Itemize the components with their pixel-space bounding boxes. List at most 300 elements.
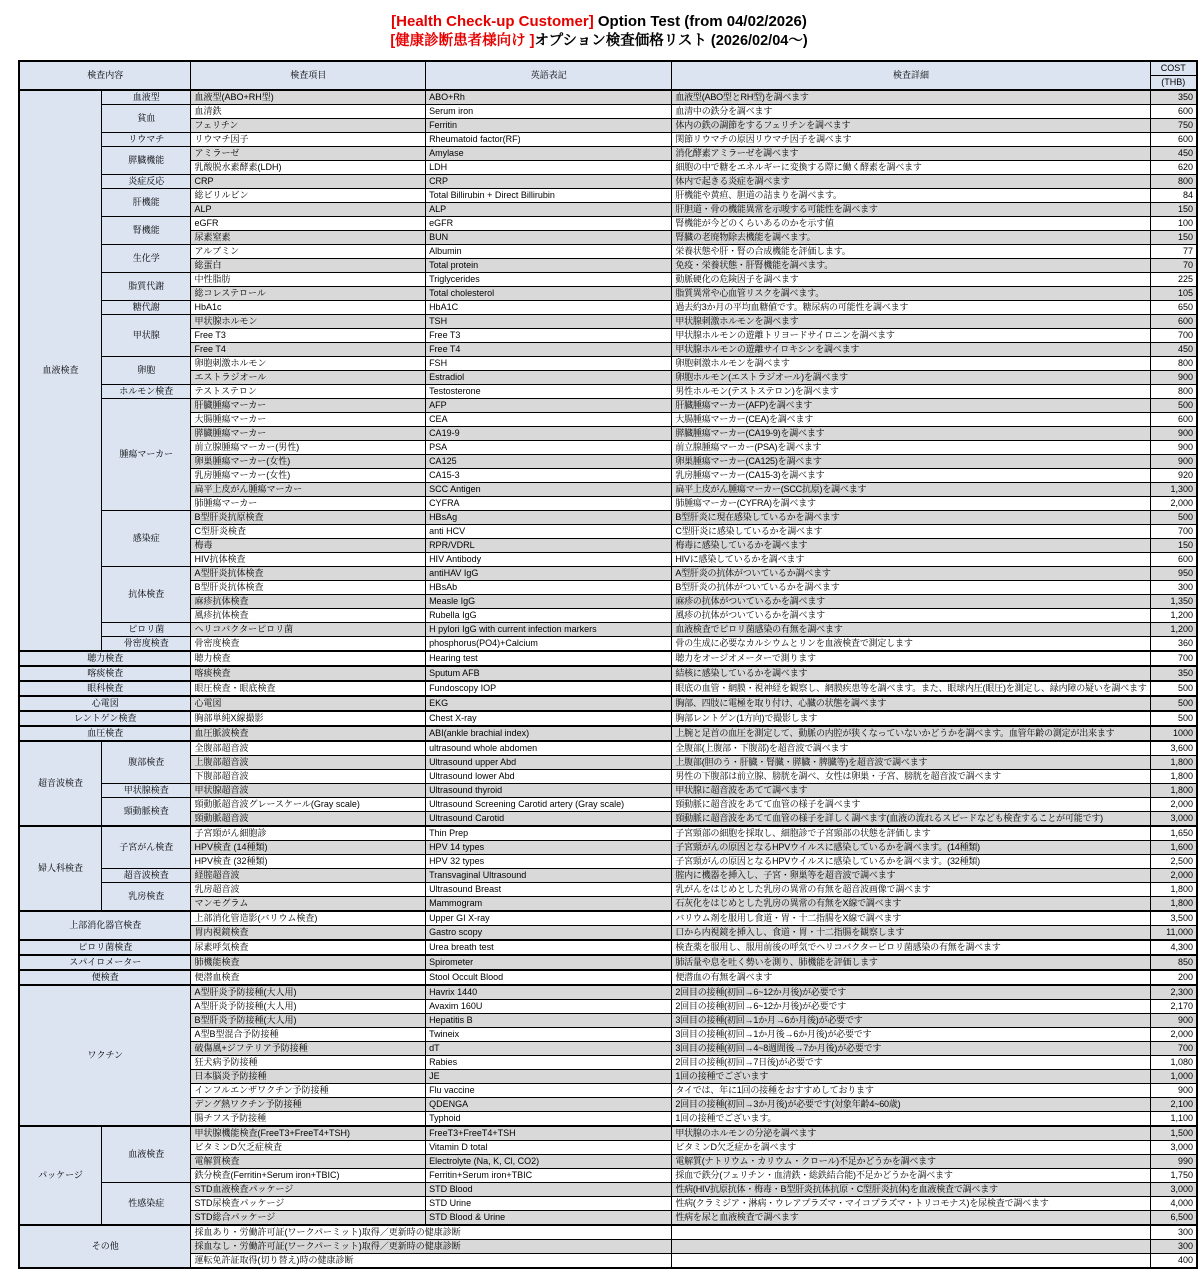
- header-content: 検査内容: [19, 61, 191, 90]
- cost-cell: 300: [1150, 580, 1197, 594]
- table-row: [19, 666, 1197, 681]
- cost-cell: 2,000: [1150, 868, 1197, 882]
- english-cell: PSA: [426, 440, 672, 454]
- table-row: [19, 132, 1197, 146]
- cost-cell: 1,500: [1150, 1126, 1197, 1141]
- cost-cell: 2,300: [1150, 985, 1197, 1000]
- table-row: [19, 681, 1197, 696]
- table-row: [19, 940, 1197, 955]
- title-en-rest: Option Test (from 04/02/2026): [593, 13, 807, 30]
- detail-cell: 性病(HIV抗原抗体・梅毒・B型肝炎抗体抗原・C型肝炎抗体)を血液検査で調べます: [672, 1182, 1150, 1196]
- english-cell: FSH: [426, 356, 672, 370]
- cost-cell: 3,000: [1150, 1140, 1197, 1154]
- english-cell: Rheumatoid factor(RF): [426, 132, 672, 146]
- cost-cell: 1000: [1150, 726, 1197, 741]
- detail-cell: 膵臓腫瘍マーカー(CA19-9)を調べます: [672, 426, 1150, 440]
- item-cell: 心電図: [191, 696, 426, 711]
- item-cell: 風疹抗体検査: [191, 608, 426, 622]
- item-cell: 扁平上皮がん腫瘍マーカー: [191, 482, 426, 496]
- cost-cell: 150: [1150, 538, 1197, 552]
- detail-cell: 2回目の接種(初回→3か月後)が必要です(対象年齢4~60歳): [672, 1097, 1150, 1111]
- english-cell: anti HCV: [426, 524, 672, 538]
- cost-cell: 900: [1150, 454, 1197, 468]
- item-cell: B型肝炎予防接種(大人用): [191, 1013, 426, 1027]
- english-cell: STD Blood: [426, 1182, 672, 1196]
- cost-cell: 750: [1150, 118, 1197, 132]
- table-row: [19, 696, 1197, 711]
- english-cell: Ultrasound Breast: [426, 882, 672, 896]
- subcategory-cell: 腎機能: [102, 216, 191, 244]
- table-row: [19, 230, 1197, 244]
- item-cell: リウマチ因子: [191, 132, 426, 146]
- table-row: [19, 854, 1197, 868]
- detail-cell: 3回目の接種(初回→1か月→6か月後)が必要です: [672, 1013, 1150, 1027]
- detail-cell: 風疹の抗体がついているかを調べます: [672, 608, 1150, 622]
- detail-cell: 2回目の接種(初回→6~12か月後)が必要です: [672, 999, 1150, 1013]
- table-row: [19, 160, 1197, 174]
- cost-cell: 1,100: [1150, 1111, 1197, 1126]
- detail-cell: 採血で鉄分(フェリチン・血清鉄・総鉄結合能)不足かどうかを調べます: [672, 1168, 1150, 1182]
- table-row: [19, 412, 1197, 426]
- detail-cell: 口から内視鏡を挿入し、食道・胃・十二指腸を観察します: [672, 925, 1150, 940]
- table-row: [19, 622, 1197, 636]
- table-row: [19, 1041, 1197, 1055]
- english-cell: Ferritin+Serum iron+TBIC: [426, 1168, 672, 1182]
- table-row: [19, 314, 1197, 328]
- english-cell: JE: [426, 1069, 672, 1083]
- table-row: [19, 524, 1197, 538]
- category-cell: 眼科検査: [19, 681, 191, 696]
- detail-cell: 脂質異常や心血管リスクを調べます。: [672, 286, 1150, 300]
- item-cell: 運転免許証取得(切り替え)時の健康診断: [191, 1253, 672, 1268]
- category-cell: 便検査: [19, 970, 191, 985]
- cost-cell: 1,800: [1150, 755, 1197, 769]
- table-row: [19, 384, 1197, 398]
- cost-cell: 1,800: [1150, 769, 1197, 783]
- item-cell: A型肝炎予防接種(大人用): [191, 999, 426, 1013]
- english-cell: Avaxim 160U: [426, 999, 672, 1013]
- item-cell: 胃内視鏡検査: [191, 925, 426, 940]
- table-row: [19, 1083, 1197, 1097]
- cost-cell: 300: [1150, 1239, 1197, 1253]
- table-row: [19, 608, 1197, 622]
- english-cell: Ultrasound Carotid: [426, 811, 672, 826]
- detail-cell: 体内の鉄の調節をするフェリチンを調べます: [672, 118, 1150, 132]
- cost-cell: 400: [1150, 1253, 1197, 1268]
- table-row: [19, 1210, 1197, 1225]
- table-row: [19, 482, 1197, 496]
- cost-cell: 6,500: [1150, 1210, 1197, 1225]
- detail-cell: 胸部、四肢に電極を取り付け、心臓の状態を調べます: [672, 696, 1150, 711]
- detail-cell: 電解質(ナトリウム・カリウム・クロール)不足かどうかを調べます: [672, 1154, 1150, 1168]
- item-cell: A型肝炎抗体検査: [191, 566, 426, 580]
- cost-cell: 700: [1150, 651, 1197, 666]
- cost-cell: 850: [1150, 955, 1197, 970]
- detail-cell: 細胞の中で糖をエネルギーに変換する際に働く酵素を調べます: [672, 160, 1150, 174]
- subcategory-cell: 血液型: [102, 90, 191, 105]
- detail-cell: 免疫・栄養状態・肝腎機能を調べます。: [672, 258, 1150, 272]
- subcategory-cell: 貧血: [102, 104, 191, 132]
- english-cell: Rubella IgG: [426, 608, 672, 622]
- table-row: [19, 1182, 1197, 1196]
- english-cell: Ultrasound upper Abd: [426, 755, 672, 769]
- item-cell: 腸チフス予防接種: [191, 1111, 426, 1126]
- item-cell: 狂犬病予防接種: [191, 1055, 426, 1069]
- cost-cell: 500: [1150, 696, 1197, 711]
- english-cell: CRP: [426, 174, 672, 188]
- table-row: [19, 1126, 1197, 1141]
- cost-cell: 990: [1150, 1154, 1197, 1168]
- cost-cell: 4,300: [1150, 940, 1197, 955]
- table-row: [19, 202, 1197, 216]
- cost-cell: 600: [1150, 104, 1197, 118]
- item-cell: 頸動脈超音波グレースケール(Gray scale): [191, 797, 426, 811]
- detail-cell: 栄養状態や肝・腎の合成機能を評価します。: [672, 244, 1150, 258]
- table-row: [19, 216, 1197, 230]
- cost-cell: 600: [1150, 314, 1197, 328]
- english-cell: Havrix 1440: [426, 985, 672, 1000]
- english-cell: Hearing test: [426, 651, 672, 666]
- detail-cell: B型肝炎の抗体がついているかを調べます: [672, 580, 1150, 594]
- item-cell: 膵臓腫瘍マーカー: [191, 426, 426, 440]
- table-row: [19, 286, 1197, 300]
- cost-cell: 920: [1150, 468, 1197, 482]
- table-row: [19, 1111, 1197, 1126]
- item-cell: HIV抗体検査: [191, 552, 426, 566]
- cost-cell: 800: [1150, 384, 1197, 398]
- item-cell: 乳房超音波: [191, 882, 426, 896]
- english-cell: BUN: [426, 230, 672, 244]
- cost-cell: 70: [1150, 258, 1197, 272]
- detail-cell: [672, 1253, 1150, 1268]
- table-row: [19, 783, 1197, 797]
- category-cell: 聴力検査: [19, 651, 191, 666]
- item-cell: 聴力検査: [191, 651, 426, 666]
- item-cell: 骨密度検査: [191, 636, 426, 651]
- item-cell: 総コレステロール: [191, 286, 426, 300]
- table-row: [19, 769, 1197, 783]
- table-row: [19, 566, 1197, 580]
- english-cell: HBsAb: [426, 580, 672, 594]
- cost-cell: 620: [1150, 160, 1197, 174]
- english-cell: Serum iron: [426, 104, 672, 118]
- table-row: [19, 826, 1197, 841]
- english-cell: CA15-3: [426, 468, 672, 482]
- cost-cell: 105: [1150, 286, 1197, 300]
- detail-cell: A型肝炎の抗体がついているか調べます: [672, 566, 1150, 580]
- detail-cell: 頸動脈に超音波をあてて血管の様子を詳しく調べます(血液の流れるスピードなども検査することが可能です): [672, 811, 1150, 826]
- item-cell: STD血液検査パッケージ: [191, 1182, 426, 1196]
- detail-cell: 1回の接種でございます。: [672, 1111, 1150, 1126]
- table-row: [19, 398, 1197, 412]
- item-cell: 中性脂肪: [191, 272, 426, 286]
- english-cell: Testosterone: [426, 384, 672, 398]
- detail-cell: 1回の接種でございます: [672, 1069, 1150, 1083]
- english-cell: ALP: [426, 202, 672, 216]
- item-cell: C型肝炎検査: [191, 524, 426, 538]
- english-cell: AFP: [426, 398, 672, 412]
- detail-cell: 甲状腺に超音波をあてて調べます: [672, 783, 1150, 797]
- item-cell: 総ビリルビン: [191, 188, 426, 202]
- subcategory-cell: ピロリ菌: [102, 622, 191, 636]
- english-cell: Upper GI X-ray: [426, 911, 672, 926]
- detail-cell: 肺腫瘍マーカー(CYFRA)を調べます: [672, 496, 1150, 510]
- item-cell: HPV検査 (14種類): [191, 840, 426, 854]
- item-cell: A型B型混合予防接種: [191, 1027, 426, 1041]
- subcategory-cell: ホルモン検査: [102, 384, 191, 398]
- english-cell: RPR/VDRL: [426, 538, 672, 552]
- english-cell: Stool Occult Blood: [426, 970, 672, 985]
- item-cell: 採血あり・労働許可証(ワークパーミット)取得／更新時の健康診断: [191, 1225, 672, 1240]
- item-cell: 子宮頸がん細胞診: [191, 826, 426, 841]
- detail-cell: 上腹部(胆のう・肝臓・腎臓・膵臓・脾臓等)を超音波で調べます: [672, 755, 1150, 769]
- english-cell: Urea breath test: [426, 940, 672, 955]
- detail-cell: 卵巣腫瘍マーカー(CA125)を調べます: [672, 454, 1150, 468]
- english-cell: Ultrasound Screening Carotid artery (Gray scale): [426, 797, 672, 811]
- table-row: [19, 440, 1197, 454]
- cost-cell: 450: [1150, 146, 1197, 160]
- cost-cell: 1,750: [1150, 1168, 1197, 1182]
- english-cell: Measle IgG: [426, 594, 672, 608]
- english-cell: FreeT3+FreeT4+TSH: [426, 1126, 672, 1141]
- header-cost: COST: [1150, 61, 1197, 76]
- cost-cell: 100: [1150, 216, 1197, 230]
- item-cell: 鉄分検査(Ferritin+Serum iron+TBIC): [191, 1168, 426, 1182]
- english-cell: antiHAV IgG: [426, 566, 672, 580]
- detail-cell: 肝機能や黄疸、胆道の詰まりを調べます。: [672, 188, 1150, 202]
- item-cell: 卵胞刺激ホルモン: [191, 356, 426, 370]
- english-cell: Ferritin: [426, 118, 672, 132]
- detail-cell: 眼底の血管・網膜・視神経を観察し、網膜疾患等を調べます。また、眼球内圧(眼圧)を測定し、緑内障の疑いを調べます: [672, 681, 1150, 696]
- item-cell: エストラジオール: [191, 370, 426, 384]
- subcategory-cell: 子宮がん検査: [102, 826, 191, 869]
- cost-cell: 150: [1150, 202, 1197, 216]
- detail-cell: 便潜血の有無を調べます: [672, 970, 1150, 985]
- item-cell: 麻疹抗体検査: [191, 594, 426, 608]
- cost-cell: 650: [1150, 300, 1197, 314]
- table-row: [19, 272, 1197, 286]
- detail-cell: 全腹部(上腹部・下腹部)を超音波で調べます: [672, 741, 1150, 756]
- detail-cell: 大腸腫瘍マーカー(CEA)を調べます: [672, 412, 1150, 426]
- cost-cell: 800: [1150, 174, 1197, 188]
- item-cell: ビタミンD欠乏症検査: [191, 1140, 426, 1154]
- cost-cell: 300: [1150, 1225, 1197, 1240]
- table-row: [19, 1196, 1197, 1210]
- detail-cell: 胸部レントゲン(1方向)で撮影します: [672, 711, 1150, 726]
- detail-cell: C型肝炎に感染しているかを調べます: [672, 524, 1150, 538]
- english-cell: CEA: [426, 412, 672, 426]
- cost-cell: 1,200: [1150, 622, 1197, 636]
- english-cell: TSH: [426, 314, 672, 328]
- detail-cell: 腎臓の老廃物除去機能を調べます。: [672, 230, 1150, 244]
- table-row: [19, 651, 1197, 666]
- item-cell: 上腹部超音波: [191, 755, 426, 769]
- detail-cell: 石灰化をはじめとした乳房の異常の有無をX線で調べます: [672, 896, 1150, 911]
- header-cost-unit: (THB): [1150, 75, 1197, 90]
- cost-cell: 2,100: [1150, 1097, 1197, 1111]
- table-row: [19, 580, 1197, 594]
- table-row: [19, 1253, 1197, 1268]
- item-cell: 採血なし・労働許可証(ワークパーミット)取得／更新時の健康診断: [191, 1239, 672, 1253]
- cost-cell: 900: [1150, 1013, 1197, 1027]
- item-cell: フェリチン: [191, 118, 426, 132]
- subcategory-cell: 膵臓機能: [102, 146, 191, 174]
- english-cell: HbA1C: [426, 300, 672, 314]
- table-row: [19, 496, 1197, 510]
- item-cell: 上部消化管造影(バリウム検査): [191, 911, 426, 926]
- item-cell: 破傷風+ジフテリア予防接種: [191, 1041, 426, 1055]
- page-title: [0, 0, 1198, 52]
- detail-cell: 前立腺腫瘍マーカー(PSA)を調べます: [672, 440, 1150, 454]
- table-row: [19, 468, 1197, 482]
- item-cell: CRP: [191, 174, 426, 188]
- cost-cell: 1,600: [1150, 840, 1197, 854]
- table-row: [19, 426, 1197, 440]
- table-row: [19, 896, 1197, 911]
- detail-cell: 検査薬を服用し、服用前後の呼気でヘリコバクターピロリ菌感染の有無を調べます: [672, 940, 1150, 955]
- table-row: [19, 356, 1197, 370]
- detail-cell: 肝臓腫瘍マーカー(AFP)を調べます: [672, 398, 1150, 412]
- detail-cell: 2回目の接種(初回→6~12か月後)が必要です: [672, 985, 1150, 1000]
- detail-cell: 血液型(ABO型とRH型)を調べます: [672, 90, 1150, 105]
- title-jp-rest: オプション検査価格リスト (2026/02/04～): [534, 33, 808, 50]
- detail-cell: 卵胞ホルモン(エストラジオール)を調べます: [672, 370, 1150, 384]
- header-english: 英語表記: [426, 61, 672, 90]
- detail-cell: 肺活量や息を吐く勢いを測り、肺機能を評価します: [672, 955, 1150, 970]
- english-cell: ultrasound whole abdomen: [426, 741, 672, 756]
- english-cell: Total Billirubin + Direct Billirubin: [426, 188, 672, 202]
- table-body: [19, 90, 1197, 1268]
- english-cell: SCC Antigen: [426, 482, 672, 496]
- subcategory-cell: 血液検査: [102, 1126, 191, 1183]
- item-cell: 電解質検査: [191, 1154, 426, 1168]
- table-row: [19, 1239, 1197, 1253]
- item-cell: 前立腺腫瘍マーカー(男性): [191, 440, 426, 454]
- cost-cell: 700: [1150, 524, 1197, 538]
- cost-cell: 2,500: [1150, 854, 1197, 868]
- english-cell: QDENGA: [426, 1097, 672, 1111]
- cost-cell: 2,170: [1150, 999, 1197, 1013]
- cost-cell: 600: [1150, 552, 1197, 566]
- table-row: [19, 1168, 1197, 1182]
- detail-cell: 子宮頸がんの原因となるHPVウイルスに感染しているかを調べます。(14種類): [672, 840, 1150, 854]
- detail-cell: 3回目の接種(初回→1か月後→6か月後)が必要です: [672, 1027, 1150, 1041]
- cost-cell: 4,000: [1150, 1196, 1197, 1210]
- detail-cell: 子宮頸がんの原因となるHPVウイルスに感染しているかを調べます。(32種類): [672, 854, 1150, 868]
- item-cell: B型肝炎抗原検査: [191, 510, 426, 524]
- subcategory-cell: 性感染症: [102, 1182, 191, 1225]
- english-cell: ABO+Rh: [426, 90, 672, 105]
- title-jp-red: [健康診断患者様向け ]: [390, 33, 535, 50]
- english-cell: EKG: [426, 696, 672, 711]
- english-cell: Twineix: [426, 1027, 672, 1041]
- cost-cell: 11,000: [1150, 925, 1197, 940]
- detail-cell: 卵胞刺激ホルモンを調べます: [672, 356, 1150, 370]
- cost-cell: 3,600: [1150, 741, 1197, 756]
- table-row: [19, 1140, 1197, 1154]
- item-cell: ヘリコバクターピロリ菌: [191, 622, 426, 636]
- table-row: [19, 868, 1197, 882]
- item-cell: アミラーゼ: [191, 146, 426, 160]
- table-row: [19, 955, 1197, 970]
- english-cell: H pylori IgG with current infection markers: [426, 622, 672, 636]
- cost-cell: 3,500: [1150, 911, 1197, 926]
- item-cell: テストステロン: [191, 384, 426, 398]
- item-cell: B型肝炎抗体検査: [191, 580, 426, 594]
- english-cell: Flu vaccine: [426, 1083, 672, 1097]
- item-cell: 乳酸脱水素酵素(LDH): [191, 160, 426, 174]
- item-cell: 甲状腺ホルモン: [191, 314, 426, 328]
- detail-cell: 結核に感染しているかを調べます: [672, 666, 1150, 681]
- category-cell: 心電図: [19, 696, 191, 711]
- item-cell: HPV検査 (32種類): [191, 854, 426, 868]
- cost-cell: 3,000: [1150, 811, 1197, 826]
- detail-cell: 肝胆道・骨の機能異常を示唆する可能性を調べます: [672, 202, 1150, 216]
- header-row: [19, 61, 1197, 76]
- detail-cell: 甲状腺ホルモンの遊離サイロキシンを調べます: [672, 342, 1150, 356]
- cost-cell: 600: [1150, 412, 1197, 426]
- cost-cell: 350: [1150, 90, 1197, 105]
- detail-cell: 血液検査でピロリ菌感染の有無を調べます: [672, 622, 1150, 636]
- detail-cell: 頸動脈に超音波をあてて血管の様子を調べます: [672, 797, 1150, 811]
- cost-cell: 150: [1150, 230, 1197, 244]
- cost-cell: 1,300: [1150, 482, 1197, 496]
- cost-cell: 200: [1150, 970, 1197, 985]
- table-row: [19, 342, 1197, 356]
- detail-cell: 甲状腺刺激ホルモンを調べます: [672, 314, 1150, 328]
- price-table: [18, 60, 1198, 1269]
- subcategory-cell: リウマチ: [102, 132, 191, 146]
- item-cell: 肺腫瘍マーカー: [191, 496, 426, 510]
- subcategory-cell: 脂質代謝: [102, 272, 191, 300]
- table-row: [19, 90, 1197, 105]
- subcategory-cell: 乳房検査: [102, 882, 191, 911]
- detail-cell: 動脈硬化の危険因子を調べます: [672, 272, 1150, 286]
- subcategory-cell: 腹部検査: [102, 741, 191, 784]
- item-cell: 梅毒: [191, 538, 426, 552]
- table-row: [19, 999, 1197, 1013]
- table-row: [19, 1097, 1197, 1111]
- cost-cell: 700: [1150, 328, 1197, 342]
- cost-cell: 225: [1150, 272, 1197, 286]
- english-cell: CA19-9: [426, 426, 672, 440]
- cost-cell: 360: [1150, 636, 1197, 651]
- table-row: [19, 1055, 1197, 1069]
- table-row: [19, 188, 1197, 202]
- cost-cell: 600: [1150, 132, 1197, 146]
- item-cell: 眼圧検査・眼底検査: [191, 681, 426, 696]
- item-cell: 尿素呼気検査: [191, 940, 426, 955]
- cost-cell: 3,000: [1150, 1182, 1197, 1196]
- english-cell: Fundoscopy IOP: [426, 681, 672, 696]
- category-cell: パッケージ: [19, 1126, 102, 1225]
- item-cell: 卵巣腫瘍マーカー(女性): [191, 454, 426, 468]
- cost-cell: 500: [1150, 711, 1197, 726]
- category-cell: スパイロメーター: [19, 955, 191, 970]
- detail-cell: B型肝炎に現在感染しているかを調べます: [672, 510, 1150, 524]
- table-row: [19, 1027, 1197, 1041]
- detail-cell: 聴力をオージオメーターで測ります: [672, 651, 1150, 666]
- detail-cell: 過去約3か月の平均血糖値です。糖尿病の可能性を調べます: [672, 300, 1150, 314]
- table-row: [19, 300, 1197, 314]
- cost-cell: 800: [1150, 356, 1197, 370]
- detail-cell: 関節リウマチの原因リウマチ因子を調べます: [672, 132, 1150, 146]
- cost-cell: 900: [1150, 440, 1197, 454]
- item-cell: 甲状腺超音波: [191, 783, 426, 797]
- table-row: [19, 797, 1197, 811]
- table-row: [19, 118, 1197, 132]
- english-cell: Sputum AFB: [426, 666, 672, 681]
